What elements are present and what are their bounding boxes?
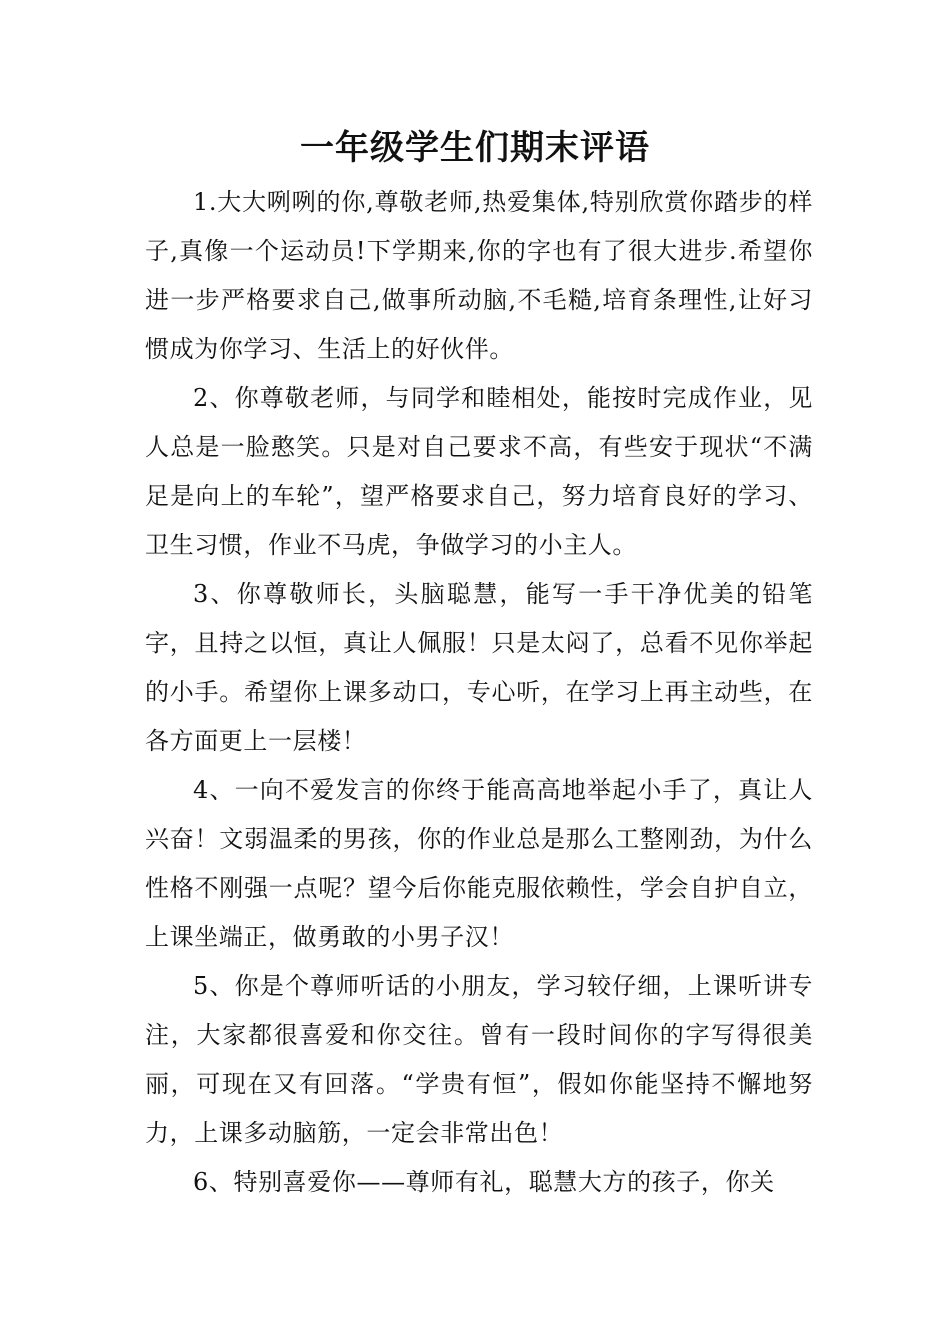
comment-paragraph-2: 2、你尊敬老师，与同学和睦相处，能按时完成作业，见人总是一脸憨笑。只是对自己要求不高，有些安于现状“不满足是向上的车轮”，望严格要求自己，努力培育良好的学习、卫生习惯，作业不马虎，争做学习的小主人。 [145, 384, 813, 559]
document-title: 一年级学生们期末评语 [300, 128, 650, 168]
comment-paragraph-6: 6、特别喜爱你——尊师有礼，聪慧大方的孩子，你关 [193, 1168, 775, 1196]
comment-paragraph-5: 5、你是个尊师听话的小朋友，学习较仔细，上课听讲专注，大家都很喜爱和你交往。曾有一段时间你的字写得很美丽，可现在又有回落。“学贵有恒”，假如你能坚持不懈地努力，上课多动脑筋，一定会非常出色！ [145, 972, 813, 1147]
document-body [145, 178, 813, 1207]
comment-paragraph-3: 3、你尊敬师长，头脑聪慧，能写一手干净优美的铅笔字，且持之以恒，真让人佩服！只是太闷了，总看不见你举起的小手。希望你上课多动口，专心听，在学习上再主动些，在各方面更上一层楼！ [145, 580, 813, 755]
comment-paragraph-4: 4、一向不爱发言的你终于能高高地举起小手了，真让人兴奋！文弱温柔的男孩，你的作业总是那么工整刚劲，为什么性格不刚强一点呢？望今后你能克服依赖性，学会自护自立，上课坐端正，做勇敢的小男子汉！ [145, 776, 813, 951]
comment-paragraph-1: 1.大大咧咧的你,尊敬老师,热爱集体,特别欣赏你踏步的样子,真像一个运动员!下学期来,你的字也有了很大进步.希望你进一步严格要求自己,做事所动脑,不毛糙,培育条理性,让好习惯成为你学习、生活上的好伙伴。 [145, 188, 813, 363]
